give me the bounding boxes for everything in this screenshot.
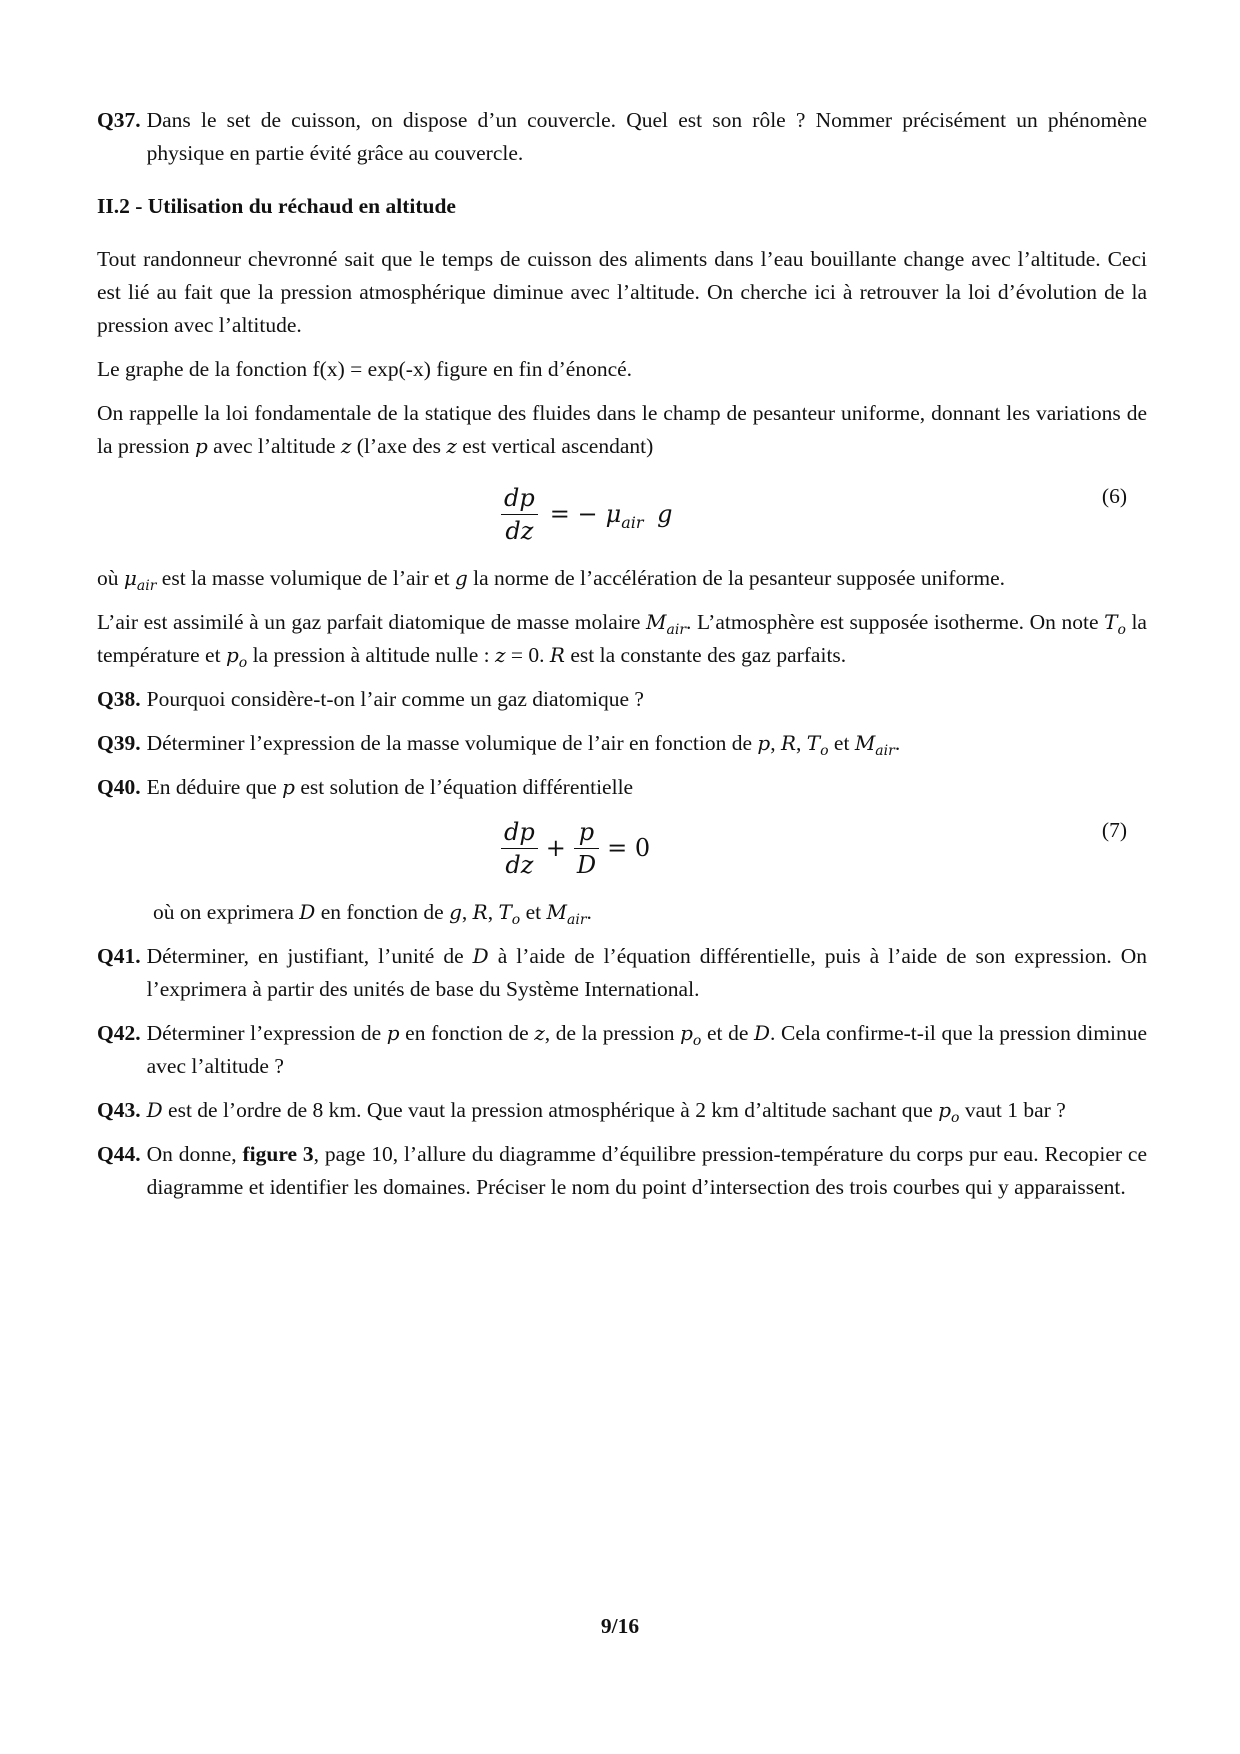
statics-paragraph: On rappelle la loi fondamentale de la statique des fluides dans le champ de pesanteur uniforme, donnant les variations de la pression p avec l’altitude z (l’axe des z est vertical ascendant) bbox=[97, 401, 1147, 458]
question-q39: Q39. Déterminer l’expression de la masse volumique de l’air en fonction de p, R, $T_o$ et $M_{air}$. bbox=[97, 731, 901, 759]
fraction-p-d: $\frac{p}{D}$ bbox=[574, 816, 599, 881]
page-number: 9/16 bbox=[600, 1614, 640, 1638]
question-q37 bbox=[97, 104, 1147, 170]
intro-paragraph: Tout randonneur chevronné sait que le temps de cuisson des aliments dans l’eau bouillante change avec l’altitude. Ceci est lié au fait que la pression atmosphérique diminue avec l’altitude. On cherche ici à retrouver la loi d’évolution de la pression avec l’altitude. bbox=[97, 247, 1147, 337]
graph-note: Le graphe de la fonction f(x) = exp(-x) figure en fin d’énoncé. bbox=[97, 357, 633, 381]
section-title: II.2 - Utilisation du réchaud en altitude bbox=[97, 194, 456, 218]
question-q44: Q44. On donne, figure 3, page 10, l’allure du diagramme d’équilibre pression-température du corps pur eau. Recopier ce diagramme et identifier les domaines. Préciser le nom du point d’intersection des trois courbes qui y apparaissent. bbox=[97, 1142, 1147, 1199]
question-q38: Q38. Pourquoi considère-t-on l’air comme un gaz diatomique ? bbox=[97, 687, 644, 711]
question-text: Dans le set de cuisson, on dispose d’un couvercle. Quel est son rôle ? Nommer précisément un phénomène physique en partie évité grâce au couvercle. bbox=[146, 108, 1147, 165]
equation-6: $\frac{dp}{dz}$ = − $\mu_{air}$ g (6) bbox=[97, 474, 1147, 554]
equation-number: (7) bbox=[1101, 818, 1127, 842]
fraction-dp-dz: $\frac{dp}{dz}$ bbox=[501, 816, 538, 881]
page-content bbox=[97, 104, 1147, 1215]
d-expression-note: où on exprimera D en fonction de g, R, $T_o$ et $M_{air}$. bbox=[153, 900, 592, 928]
fraction-dp-dz: $\frac{dp}{dz}$ bbox=[501, 482, 538, 547]
question-q41: Q41. Déterminer, en justifiant, l’unité de D à l’aide de l’équation différentielle, puis à l’aide de son expression. On l’exprimera à partir des unités de base du Système International. bbox=[97, 944, 1147, 1001]
question-q40: Q40. En déduire que p est solution de l’équation différentielle bbox=[97, 775, 634, 799]
equation-7: $\frac{dp}{dz}$ + $\frac{p}{D}$ = 0 (7) bbox=[97, 808, 1147, 888]
equation-number: (6) bbox=[1101, 484, 1127, 508]
figure-reference: figure 3 bbox=[242, 1142, 314, 1166]
question-q43: Q43. D est de l’ordre de 8 km. Que vaut la pression atmosphérique à 2 km d’altitude sachant que $p_o$ vaut 1 bar ? bbox=[97, 1098, 1066, 1126]
question-q42: Q42. Déterminer l’expression de p en fonction de z, de la pression $p_o$ et de D. Cela confirme-t-il que la pression diminue avec l’altitude ? bbox=[97, 1021, 1148, 1078]
mu-definition: où $\mu_{air}$ est la masse volumique de l’air et g la norme de l’accélération de la pesanteur supposée uniforme. bbox=[97, 566, 1006, 594]
ideal-gas-paragraph: L’air est assimilé à un gaz parfait diatomique de masse molaire $M_{air}$. L’atmosphère est supposée isotherme. On note $T_o$ la température et $p_o$ la pression à altitude nulle : z = 0. R est la constante des gaz parfaits. bbox=[97, 610, 1147, 671]
question-number: Q37. bbox=[97, 108, 141, 132]
